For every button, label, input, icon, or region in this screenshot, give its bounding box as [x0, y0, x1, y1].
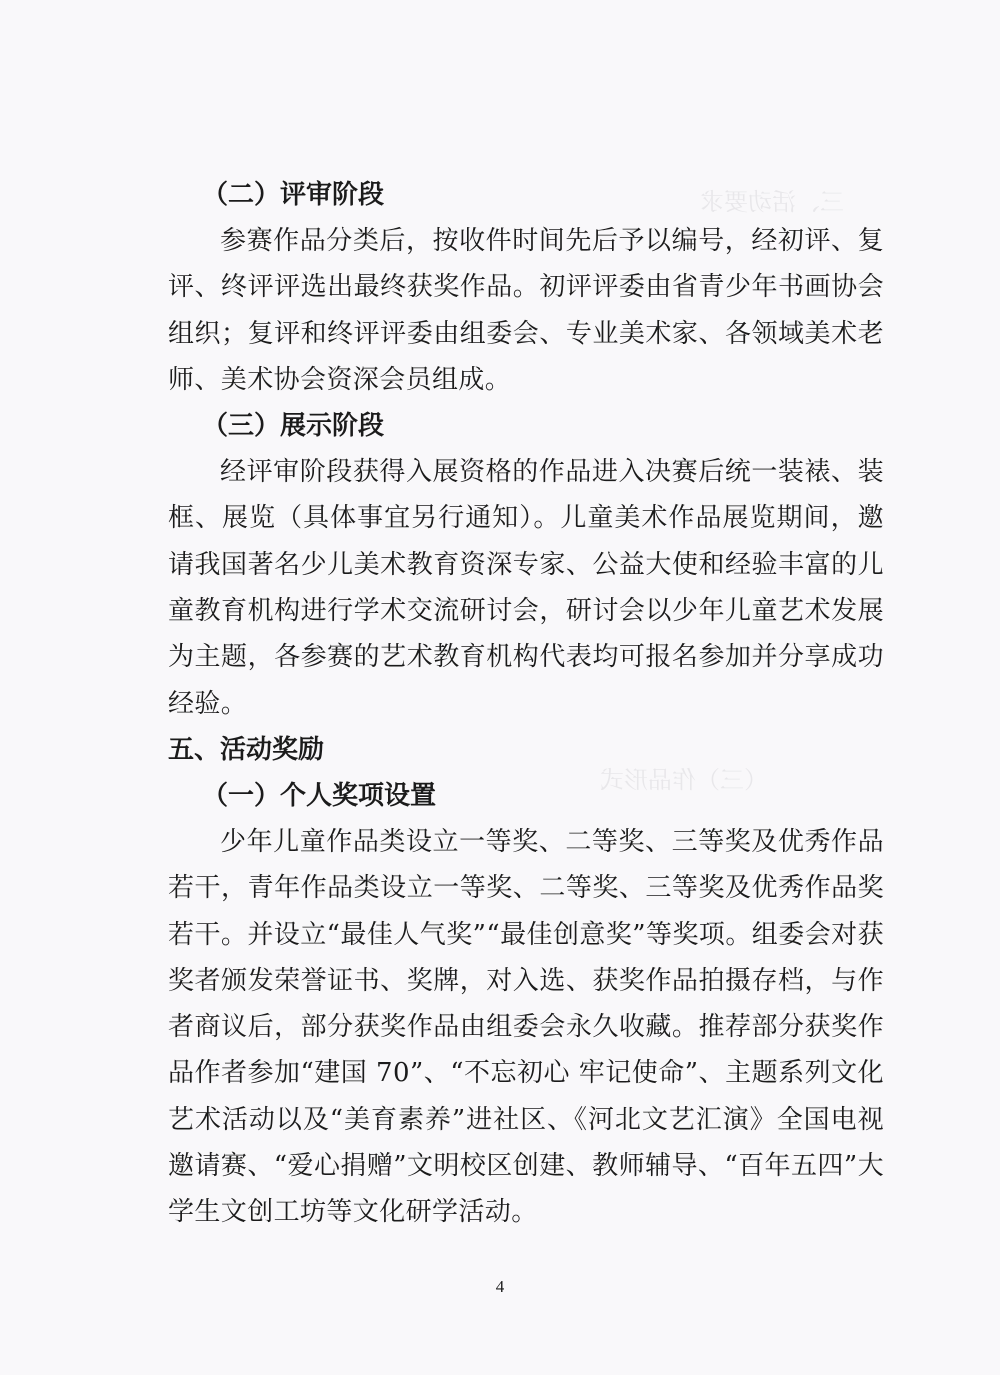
document-body [168, 172, 884, 1236]
paragraph-review-stage: 参赛作品分类后，按收件时间先后予以编号，经初评、复评、终评评选出最终获奖作品。初评评委由省青少年书画协会组织；复评和终评评委由组委会、专业美术家、各领域美术老师、美术协会资深会员组成。 [168, 226, 884, 395]
bleed-through-text: （三）作品形式 [600, 766, 768, 794]
paragraph-individual-awards: 少年儿童作品类设立一等奖、二等奖、三等奖及优秀作品若干，青年作品类设立一等奖、二等奖、三等奖及优秀作品奖若干。并设立“最佳人气奖”“最佳创意奖”等奖项。组委会对获奖者颁发荣誉证书、奖牌，对入选、获奖作品拍摄存档，与作者商议后，部分获奖作品由组委会永久收藏。推荐部分获奖作品作者参加“建国 70”、“不忘初心 牢记使命”、主题系列文化艺术活动以及“美育素养”进社区、《河北文艺汇演》全国电视邀请赛、“爱心捐赠”文明校区创建、教师辅导、“百年五四”大学生文创工坊等文化研学活动。 [168, 826, 884, 1228]
bleed-through-text: 三、活动要求 [700, 188, 844, 216]
page-number: 4 [495, 1277, 505, 1296]
section-heading-exhibition-stage: （三）展示阶段 [202, 411, 385, 442]
section-heading-individual-awards: （一）个人奖项设置 [202, 780, 437, 811]
chapter-heading-awards: 五、活动奖励 [168, 734, 325, 765]
section-heading-review-stage: （二）评审阶段 [202, 180, 385, 210]
paragraph-exhibition-stage: 经评审阶段获得入展资格的作品进入决赛后统一装裱、装框、展览（具体事宜另行通知）。儿童美术作品展览期间，邀请我国著名少儿美术教育资深专家、公益大使和经验丰富的儿童教育机构进行学术交流研讨会，研讨会以少年儿童艺术发展为主题，各参赛的艺术教育机构代表均可报名参加并分享成功经验。 [168, 457, 884, 719]
